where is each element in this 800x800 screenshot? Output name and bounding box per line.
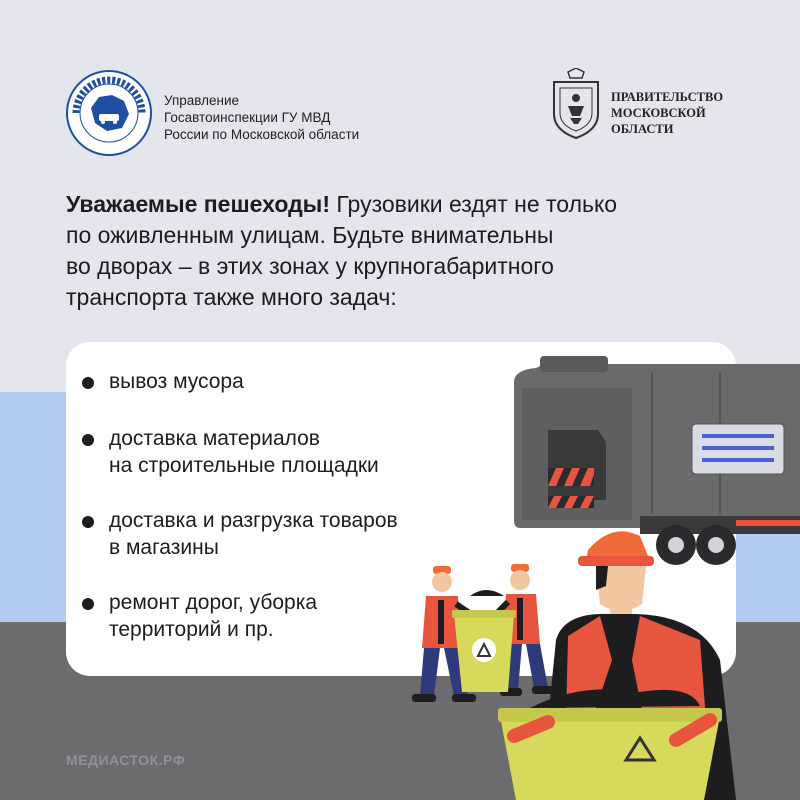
list-item-text: на строительные площадки (109, 454, 379, 477)
list-item-text: территорий и пр. (109, 618, 274, 641)
intro-line-rest: Грузовики ездят не только (329, 191, 618, 217)
list-item-text: доставка и разгрузка товаров (109, 509, 398, 532)
list-item-text: в магазины (109, 536, 219, 559)
footer-brand: МЕДИАСТОК.РФ (66, 752, 186, 768)
list-item-text: вывоз мусора (109, 370, 244, 393)
left-org-line: России по Московской области (164, 127, 360, 142)
list-item-text: ремонт дорог, уборка (109, 591, 318, 614)
right-org-line: ОБЛАСТИ (611, 122, 674, 136)
intro-line: по оживленным улицам. Будьте внимательны (66, 222, 554, 248)
left-org-line: Госавтоинспекции ГУ МВД (164, 110, 331, 125)
recycle-bin-large-icon (498, 689, 722, 800)
left-org-line: Управление (164, 93, 240, 108)
right-org-line: ПРАВИТЕЛЬСТВО (611, 90, 724, 104)
intro-line: транспорта также много задач: (66, 284, 397, 310)
intro-line: во дворах – в этих зонах у крупногабаритного (66, 253, 554, 279)
right-org-line: МОСКОВСКОЙ (611, 106, 706, 120)
list-item-text: доставка материалов (109, 427, 320, 450)
intro-lead: Уважаемые пешеходы! (66, 191, 330, 217)
